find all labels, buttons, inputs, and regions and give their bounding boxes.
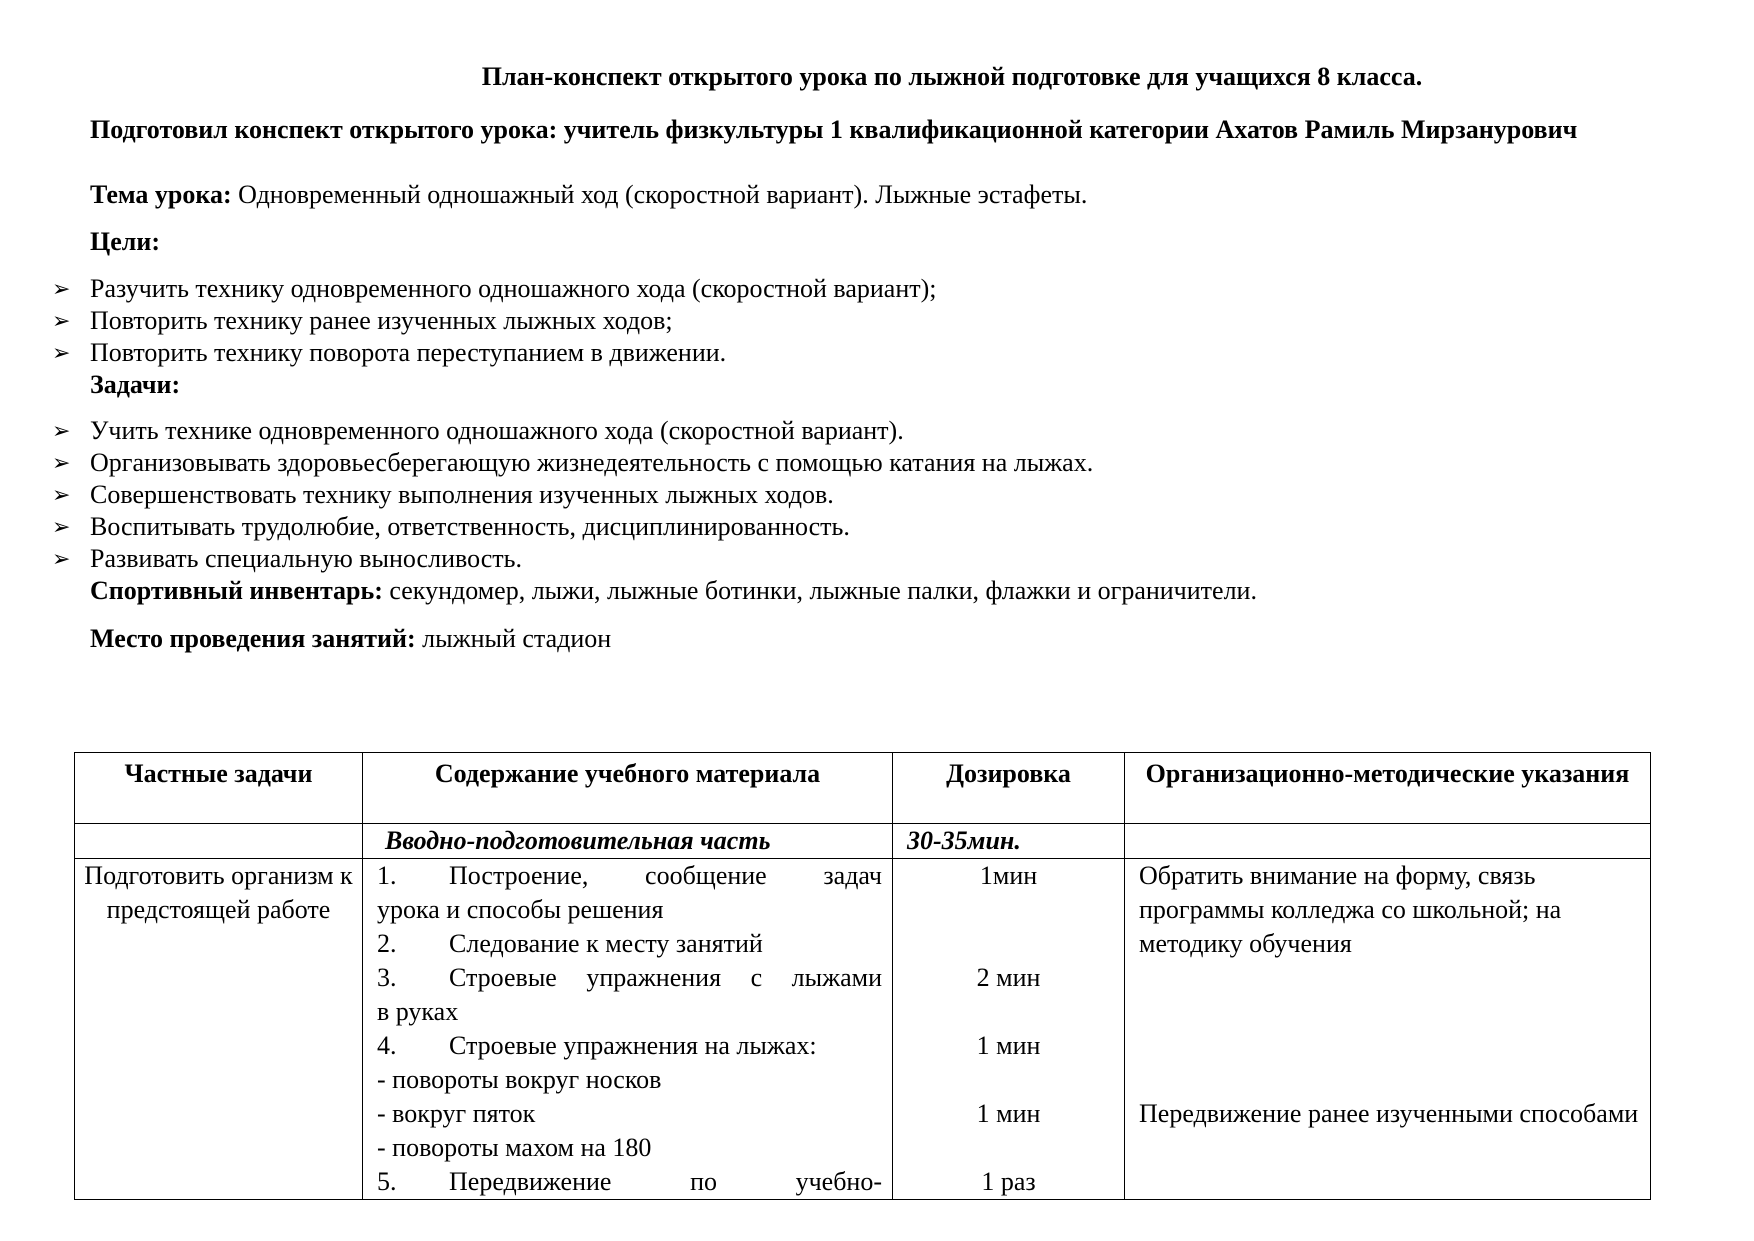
sub-item: - повороты вокруг носков (377, 1065, 662, 1094)
task-item: Организовывать здоровьесберегающую жизнедеятельность с помощью катания на лыжах. (90, 448, 1094, 477)
dosage-value (893, 1131, 1124, 1165)
tasks-heading: Задачи: (90, 370, 181, 399)
goal-item: Повторить технику ранее изученных лыжных ходов; (90, 306, 673, 335)
venue-label: Место проведения занятий: (90, 624, 416, 653)
item-text: Построение, сообщение задач (449, 861, 882, 890)
topic-value: Одновременный одношажный ход (скоростной вариант). Лыжные эстафеты. (231, 180, 1088, 209)
item-text: Передвижение по учебно- (449, 1167, 882, 1196)
bullet-arrow-icon: ➢ (52, 276, 71, 301)
header-guidelines: Организационно-методические указания (1125, 753, 1651, 824)
dosage-value (893, 1063, 1124, 1097)
dosage-value (893, 893, 1124, 927)
dosage-cell (893, 859, 1125, 1200)
task-item: Развивать специальную выносливость. (90, 544, 522, 573)
content-item (377, 961, 882, 995)
table-row (75, 859, 1651, 1200)
item-number: 1. (377, 861, 397, 890)
venue-line (90, 622, 611, 656)
task-item: Учить технике одновременного одношажного хода (скоростной вариант). (90, 416, 904, 445)
bullet-arrow-icon: ➢ (52, 450, 71, 475)
task-cell: Подготовить организм к предстоящей работе (75, 859, 363, 1200)
item-text: Строевые упражнения на лыжах: (449, 1031, 817, 1060)
dosage-value: 1 раз (981, 1167, 1036, 1196)
item-number: 5. (377, 1167, 397, 1196)
document-title: План-конспект открытого урока по лыжной подготовке для учащихся 8 класса. (481, 62, 1423, 91)
header-partial-tasks: Частные задачи (75, 753, 363, 824)
item-number: 2. (377, 929, 397, 958)
goals-heading: Цели: (90, 227, 160, 256)
sub-item: - повороты махом на 180 (377, 1133, 652, 1162)
bullet-arrow-icon: ➢ (52, 418, 71, 443)
equipment-label: Спортивный инвентарь: (90, 576, 383, 605)
equipment-line (90, 574, 1257, 608)
guideline-block: Передвижение ранее изученными способами (1139, 1099, 1639, 1128)
lesson-plan-table (74, 752, 1651, 1200)
bullet-arrow-icon: ➢ (52, 482, 71, 507)
item-continuation: в руках (377, 997, 459, 1026)
bullet-arrow-icon: ➢ (52, 514, 71, 539)
bullet-arrow-icon: ➢ (52, 340, 71, 365)
content-item (377, 927, 882, 961)
table-header-row (75, 753, 1651, 824)
content-item (377, 859, 882, 893)
section-empty-cell (75, 824, 363, 859)
task-item: Совершенствовать технику выполнения изученных лыжных ходов. (90, 480, 834, 509)
item-number: 3. (377, 963, 397, 992)
item-number: 4. (377, 1031, 397, 1060)
header-content: Содержание учебного материала (363, 753, 893, 824)
bullet-arrow-icon: ➢ (52, 546, 71, 571)
section-dosage: 30-35мин. (893, 824, 1125, 859)
goal-item: Повторить технику поворота переступанием в движении. (90, 338, 727, 367)
equipment-value: секундомер, лыжи, лыжные ботинки, лыжные палки, флажки и ограничители. (382, 576, 1257, 605)
dosage-value: 1мин (979, 861, 1038, 890)
guideline-block: Обратить внимание на форму, связь программы колледжа со школьной; на методику обучения (1139, 861, 1562, 958)
dosage-value: 1 мин (976, 1031, 1041, 1060)
bullet-arrow-icon: ➢ (52, 308, 71, 333)
goal-item: Разучить технику одновременного одношажного хода (скоростной вариант); (90, 274, 937, 303)
content-item (377, 1165, 882, 1199)
topic-line (90, 178, 1087, 212)
content-item (377, 1029, 882, 1063)
section-row (75, 824, 1651, 859)
header-dosage: Дозировка (893, 753, 1125, 824)
item-continuation: урока и способы решения (377, 895, 664, 924)
author-line: Подготовил конспект открытого урока: учитель физкультуры 1 квалификационной категории Ахатов Рамиль Мирзанурович (90, 115, 1578, 144)
venue-value: лыжный стадион (415, 624, 612, 653)
section-title: Вводно-подготовительная часть (363, 824, 893, 859)
guidelines-cell (1125, 859, 1651, 1200)
topic-label: Тема урока: (90, 180, 232, 209)
content-cell (363, 859, 893, 1200)
dosage-value: 2 мин (976, 963, 1041, 992)
dosage-value (893, 927, 1124, 961)
item-text: Следование к месту занятий (449, 929, 763, 958)
item-text: Строевые упражнения с лыжами (449, 963, 882, 992)
dosage-value: 1 мин (976, 1099, 1041, 1128)
dosage-value (893, 995, 1124, 1029)
task-item: Воспитывать трудолюбие, ответственность, дисциплинированность. (90, 512, 850, 541)
section-empty-cell (1125, 824, 1651, 859)
sub-item: - вокруг пяток (377, 1099, 536, 1128)
